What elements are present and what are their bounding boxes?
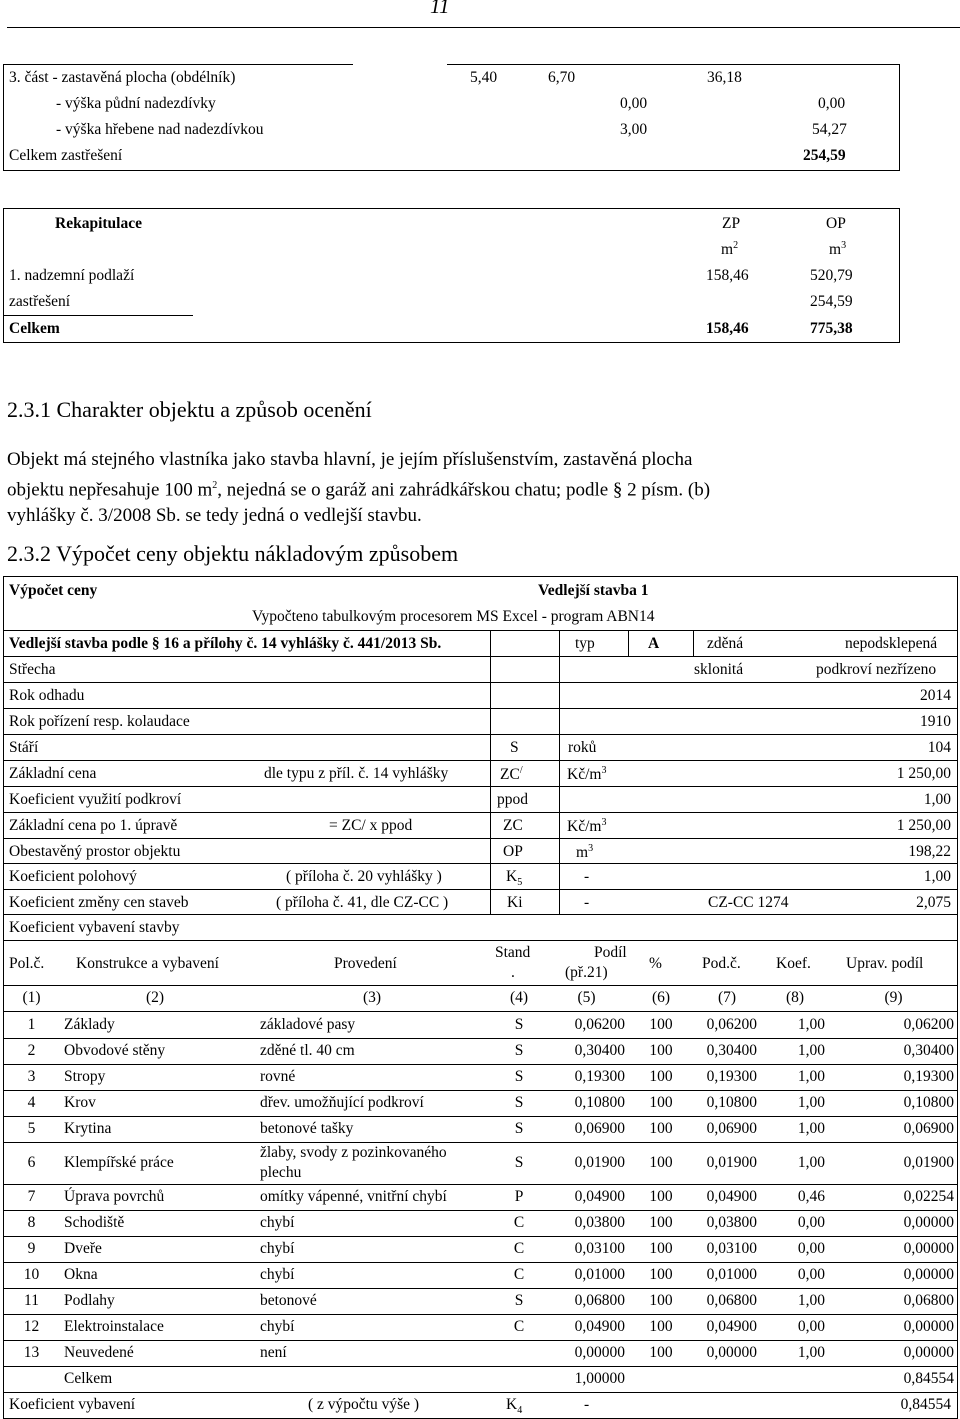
hdr-konstrukce: Konstrukce a vybavení [76,955,219,972]
table-cell: 2 [27,1041,36,1059]
table-cell: 100 [649,1119,673,1137]
table-cell: 0,00000 [574,1343,625,1361]
table-cell: Krov [64,1093,96,1111]
table-cell: 13 [23,1343,40,1361]
table-cell: 0,00000 [903,1213,954,1231]
table-cell: 1,00 [797,1067,825,1085]
col-num: (5) [577,989,596,1007]
kv-symbol: K [506,1396,518,1413]
section3-row-a: 3,00 [620,121,648,138]
zc-sup: / [519,765,523,776]
table-cell: žlaby, svody z pozinkovaného plechu [260,1144,447,1181]
column-number-row [3,986,958,1011]
table-cell: 0,06200 [574,1015,625,1033]
table-cell: omítky vápenné, vnitřní chybí [260,1187,447,1205]
table-cell: S [514,1067,524,1085]
stari-symbol: S [510,739,519,756]
recap-total-zp: 158,46 [706,320,749,337]
section3-total-label: Celkem zastřešení [9,147,123,164]
recap-op: OP [826,215,846,232]
recap-exp-op: 3 [841,240,847,251]
recap-total-label: Celkem [9,320,60,337]
op-exp: 3 [588,843,594,854]
para-line-2b: , nejedná se o garáž ani zahrádkářskou chatu; podle § 2 písm. (b) [217,479,711,501]
table-cell: 100 [649,1343,673,1361]
kp-label: Koeficient polohový [9,868,137,885]
kv-source: ( z výpočtu výše ) [308,1396,420,1413]
table-row [3,1314,958,1340]
table-row [3,1236,958,1262]
table-cell: 100 [649,1317,673,1335]
table-row [3,1116,958,1142]
section3-row-label: - výška hřebene nad nadezdívkou [56,121,264,138]
calc-typ-podskl: nepodsklepená [845,635,938,652]
col-num: (8) [785,989,805,1007]
table-cell: 0,01000 [706,1265,757,1283]
table-cell: 0,06900 [706,1119,757,1137]
stari-label: Stáří [9,739,39,756]
hdr-stand-1: Stand [495,944,531,961]
table-cell: 0,06800 [706,1291,757,1309]
recap-unit-op: m [829,241,842,259]
recap-title: Rekapitulace [55,215,142,232]
table-cell: 100 [649,1291,673,1309]
table-cell: 0,00 [797,1239,825,1257]
table-cell: 0,04900 [706,1317,757,1335]
table-cell: 0,03800 [706,1213,757,1231]
table-cell: C [513,1317,525,1335]
table-cell: 100 [649,1265,673,1283]
recap-row-label: zastřešení [9,293,71,310]
table-cell: S [514,1119,524,1137]
table-cell: chybí [260,1213,295,1231]
table-cell: zděné tl. 40 cm [260,1041,355,1059]
table-cell: 0,00000 [903,1239,954,1257]
calc-typ-val: A [648,635,660,652]
table-cell: 100 [649,1239,673,1257]
para-line-1: Objekt má stejného vlastníka jako stavba hlavní, je jejím příslušenstvím, zastavěná plocha [7,449,693,470]
rok-porizeni-value: 1910 [920,713,951,730]
kz-source: ( příloha č. 41, dle CZ-CC ) [276,894,449,911]
table-cell: 0,04900 [706,1187,757,1205]
calc-typ-zdena: zděná [707,635,744,652]
table-cell: Úprava povrchů [64,1187,165,1205]
table-cell: 0,01900 [903,1153,954,1171]
table-cell: 0,03100 [706,1239,757,1257]
kv-dash: - [584,1396,590,1413]
op-symbol: OP [503,843,523,860]
kz-value: 2,075 [916,894,951,911]
calc-type-line: Vedlejší stavba podle § 16 a přílohy č. 14 vyhlášky č. 441/2013 Sb. [9,635,442,652]
stari-unit: roků [568,739,597,756]
table-cell: 1,00 [797,1343,825,1361]
table-cell: 0,30400 [903,1041,954,1059]
table-cell: 1,00000 [574,1369,625,1387]
section3-title: 3. část - zastavěná plocha (obdélník) [9,69,236,86]
table-cell: 0,06900 [903,1119,954,1137]
table-cell: 0,19300 [903,1067,954,1085]
table-cell: 0,01900 [706,1153,757,1171]
rok-odhadu-value: 2014 [920,687,951,704]
kp-value: 1,00 [923,868,951,885]
table-cell [256,1366,494,1392]
table-cell: 0,06800 [574,1291,625,1309]
table-cell: 0,19300 [706,1067,757,1085]
table-row [3,1288,958,1314]
table-cell: 100 [649,1067,673,1085]
op-label: Obestavěný prostor objektu [9,843,181,860]
zc-symbol: ZC [500,766,520,784]
kvp-value: 1,00 [923,791,951,808]
zc-label: Základní cena [9,765,97,782]
table-cell: 7 [27,1187,36,1205]
stari-value: 104 [927,739,951,756]
heading-2-3-2: 2.3.2 Výpočet ceny objektu nákladovým způsobem [7,541,459,566]
table-cell: 1,00 [797,1015,825,1033]
table-cell: Klempířské práce [64,1153,174,1171]
col-num: (1) [22,989,41,1007]
table-cell: 100 [649,1153,673,1171]
zcu-value: 1 250,00 [896,817,951,834]
table-cell: Krytina [64,1119,112,1137]
table-cell: 12 [23,1317,40,1335]
table-cell: 1 [27,1015,36,1033]
table-cell: 0,06200 [903,1015,954,1033]
table-row [3,1064,958,1090]
table-cell: 11 [24,1291,39,1309]
zcu-symbol: ZC [503,817,523,834]
table-cell: 0,00000 [903,1265,954,1283]
table-cell: 0,06800 [903,1291,954,1309]
table-cell: není [260,1343,287,1361]
table-cell [494,1340,544,1366]
table-cell: Obvodové stěny [64,1041,166,1059]
equipment-table [3,1012,958,1392]
kz-cc: CZ-CC 1274 [708,894,789,911]
op-unit: m [576,844,589,862]
kp-dash: - [584,868,590,885]
table-row [3,1262,958,1288]
kv-label: Koeficient vybavení [9,1396,136,1413]
table-cell: betonové [260,1291,317,1309]
table-cell: 0,46 [797,1187,825,1205]
hdr-polc: Pol.č. [9,955,45,972]
recap-unit-zp: m [721,241,734,259]
table-cell: S [514,1015,524,1033]
section3-row-label: - výška půdní nadezdívky [56,95,216,112]
table-cell: S [514,1291,524,1309]
table-cell: 4 [27,1093,36,1111]
zc-exp: 3 [601,765,607,776]
col-num: (4) [509,989,529,1007]
col-num: (6) [651,989,671,1007]
kv-sub: 4 [517,1405,523,1417]
zc-value: 1 250,00 [896,765,951,782]
table-row [3,1184,958,1210]
strecha-podkrovi: podkroví nezřízeno [816,661,937,678]
table-row-total [3,1366,958,1392]
table-cell: rovné [260,1067,296,1085]
para-line-2a: objektu nepřesahuje 100 m [7,479,213,501]
section3-row-b: 0,00 [818,95,846,112]
table-cell: 0,00 [797,1265,825,1283]
description-paragraph [7,447,907,529]
table-cell: Základy [64,1015,115,1033]
table-cell: 0,02254 [903,1187,954,1205]
hdr-koef: Koef. [776,955,811,972]
table-cell: 9 [27,1239,36,1257]
table-cell: 0,00000 [903,1343,954,1361]
table-cell: 100 [649,1093,673,1111]
table-cell: 5 [27,1119,36,1137]
table-cell [3,1366,60,1392]
kz-dash: - [584,894,590,911]
table-cell: Okna [64,1265,98,1283]
table-cell: Dveře [64,1239,102,1257]
kp-source: ( příloha č. 20 vyhlášky ) [286,868,442,885]
hdr-podil-1: Podíl [594,944,627,961]
table-cell: 0,10800 [903,1093,954,1111]
kz-label: Koeficient změny cen staveb [9,894,189,911]
hdr-provedeni: Provedení [334,955,397,972]
table-cell: 1,00 [797,1119,825,1137]
table-cell: 100 [649,1187,673,1205]
section3-v2: 6,70 [548,69,576,86]
table-cell: Neuvedené [64,1343,134,1361]
hdr-uprav: Uprav. podíl [846,955,924,972]
kvs-label: Koeficient vybavení stavby [9,919,180,936]
recap-row-op: 254,59 [810,293,853,310]
op-value: 198,22 [908,843,951,860]
header-rule [7,27,960,28]
table-cell: chybí [260,1317,295,1335]
table-cell: 1,00 [797,1291,825,1309]
table-cell: 0,10800 [574,1093,625,1111]
table-row [3,1090,958,1116]
table-cell: 0,01900 [574,1153,625,1171]
table-cell: Stropy [64,1067,106,1085]
hdr-podc: Pod.č. [702,955,741,972]
col-num: (2) [145,989,165,1007]
table-cell: 0,30400 [706,1041,757,1059]
table-cell: Podlahy [64,1291,115,1309]
table-cell: chybí [260,1265,295,1283]
table-cell: 100 [649,1015,673,1033]
kvp-label: Koeficient využití podkroví [9,791,182,808]
table-row [3,1012,958,1038]
table-cell: 0,00 [797,1213,825,1231]
table-cell: chybí [260,1239,295,1257]
zc-dle: dle typu z příl. č. 14 vyhlášky [264,765,449,782]
table-cell: 0,03800 [574,1213,625,1231]
section3-v3: 36,18 [707,69,742,86]
zcu-formula: = ZC/ x ppod [329,817,413,834]
table-cell [629,1366,693,1392]
para-line-2-exp: 2 [212,480,218,491]
table-cell: 100 [649,1213,673,1231]
hdr-podil-2: (př.21) [565,964,608,981]
kz-symbol: Ki [507,894,523,911]
kp-symbol: K [506,868,518,885]
section3-row-a: 0,00 [620,95,648,112]
table-cell: 1,00 [797,1041,825,1059]
rok-porizeni-label: Rok pořízení resp. kolaudace [9,713,190,730]
table-cell [761,1366,829,1392]
table-cell: S [514,1093,524,1111]
table-cell: 0,00000 [706,1343,757,1361]
zcu-label: Základní cena po 1. úpravě [9,817,178,834]
table-cell: 0,06200 [706,1015,757,1033]
table-cell: 0,04900 [574,1317,625,1335]
page-number: 11 [430,0,450,18]
table-row [3,1142,958,1184]
table-cell: 0,03100 [574,1239,625,1257]
zcu-unit: Kč/m [567,818,602,836]
strecha-sklonita: sklonitá [694,661,744,678]
table-cell: C [513,1213,525,1231]
section3-total: 254,59 [803,147,846,164]
table-cell: S [514,1041,524,1059]
table-cell: 0,04900 [574,1187,625,1205]
table-cell: P [514,1187,524,1205]
table-cell: Elektroinstalace [64,1317,164,1335]
zc-unit: Kč/m [567,766,602,784]
hdr-stand-2: . [511,964,515,981]
strecha-label: Střecha [9,661,56,678]
rok-odhadu-label: Rok odhadu [9,687,85,704]
col-num: (9) [884,989,903,1007]
table-cell: betonové tašky [260,1119,354,1137]
calc-note: Vypočteno tabulkovým procesorem MS Excel - program ABN14 [252,608,655,625]
table-row [3,1210,958,1236]
recap-row-label: 1. nadzemní podlaží [9,267,135,284]
table-cell: 1,00 [797,1153,825,1171]
table-cell: 1,00 [797,1093,825,1111]
table-row [3,1038,958,1064]
table-cell [494,1366,544,1392]
section3-row-b: 54,27 [812,121,847,138]
para-line-3: vyhlášky č. 3/2008 Sb. se tedy jedná o vedlejší stavbu. [7,505,422,527]
table-row [3,1340,958,1366]
table-cell: základové pasy [260,1015,356,1033]
table-cell: C [513,1265,525,1283]
table-cell: 0,10800 [706,1093,757,1111]
recap-row-op: 520,79 [810,267,853,284]
kp-sub: 5 [517,877,523,889]
recap-zp: ZP [722,215,741,232]
table-cell: 0,01000 [574,1265,625,1283]
table-cell: Schodiště [64,1213,125,1231]
table-cell: 0,00 [797,1317,825,1335]
table-cell: 6 [27,1153,36,1171]
table-cell: dřev. umožňující podkroví [260,1093,424,1111]
table-cell: S [514,1153,524,1171]
equipment-rows [3,1012,958,1392]
calc-typ-label: typ [575,635,595,652]
table-cell: Celkem [64,1369,113,1387]
table-cell [693,1366,761,1392]
col-num: (3) [362,989,382,1007]
zcu-exp: 3 [601,817,607,828]
table-cell: 100 [649,1041,673,1059]
kvp-symbol: ppod [497,791,528,808]
recap-exp-zp: 2 [733,240,739,251]
table-cell: 0,30400 [574,1041,625,1059]
heading-2-3-1: 2.3.1 Charakter objektu a způsob ocenění [7,397,372,422]
table-cell: 3 [27,1067,36,1085]
table-cell: 8 [27,1213,36,1231]
recap-total-op: 775,38 [810,320,853,337]
table-cell: C [513,1239,525,1257]
table-cell: 0,06900 [574,1119,625,1137]
kv-value: 0,84554 [900,1396,951,1413]
table-cell: 10 [23,1265,40,1283]
section3-v1: 5,40 [470,69,498,86]
table-cell: 0,19300 [574,1067,625,1085]
recap-row-zp: 158,46 [706,267,749,284]
table-cell: 0,00000 [903,1317,954,1335]
col-num: (7) [717,989,737,1007]
calc-object: Vedlejší stavba 1 [538,582,649,599]
table-cell: 0,84554 [903,1369,954,1387]
calc-title: Výpočet ceny [9,582,98,599]
hdr-pct: % [649,955,662,972]
